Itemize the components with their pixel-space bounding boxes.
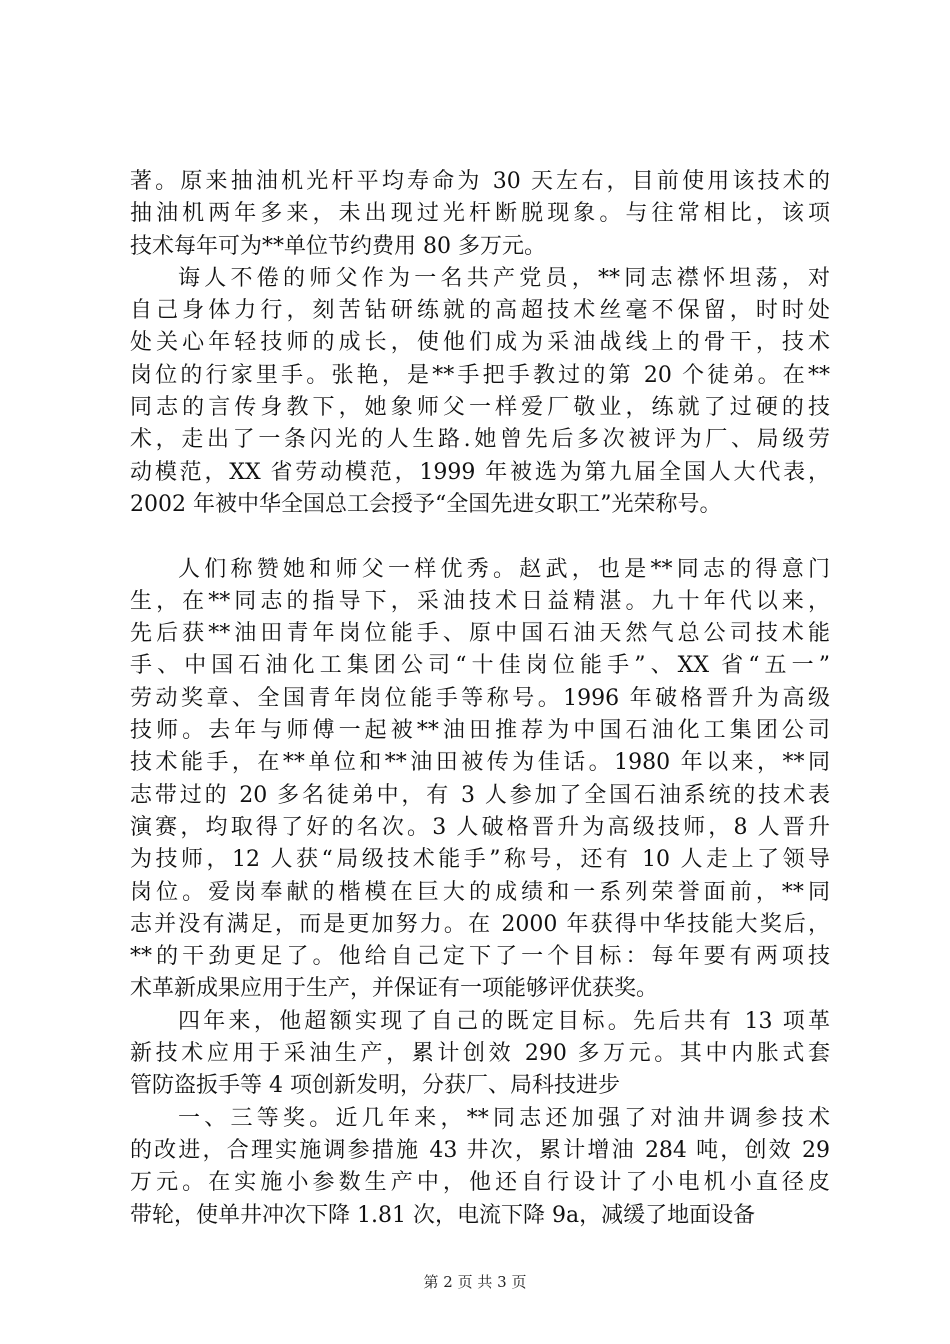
text-line: **的干劲更足了。他给自己定下了一个目标：每年要有两项技: [130, 944, 830, 970]
text-line: 演赛，均取得了好的名次。3 人破格晋升为高级技师，8 人晋升: [130, 814, 830, 840]
text-line: 处关心年轻技师的成长，使他们成为采油战线上的骨干，技术: [130, 330, 830, 356]
text-line: 四年来，他超额实现了自己的既定目标。先后共有 13 项革: [178, 1008, 830, 1034]
text-line: 带轮，使单井冲次下降 1.81 次，电流下降 9a，减缓了地面设备: [130, 1202, 756, 1228]
text-line: 先后获**油田青年岗位能手、原中国石油天然气总公司技术能: [130, 621, 830, 647]
text-line: 新技术应用于采油生产，累计创效 290 多万元。其中内胀式套: [130, 1041, 830, 1067]
text-line: 技师。去年与师傅一起被**油田推荐为中国石油化工集团公司: [130, 718, 830, 744]
text-line: 2002 年被中华全国总工会授予“全国先进女职工”光荣称号。: [130, 491, 722, 517]
text-line: 技术能手，在**单位和**油田被传为佳话。1980 年以来，**同: [130, 750, 830, 776]
paragraph-gap: [130, 521, 830, 553]
text-line: 的改进，合理实施调参措施 43 井次，累计增油 284 吨，创效 29: [130, 1137, 830, 1163]
text-line: 技术每年可为**单位节约费用 80 多万元。: [130, 233, 546, 259]
document-body: [130, 166, 830, 1232]
text-line: 生，在**同志的指导下，采油技术日益精湛。九十年代以来，: [130, 588, 830, 614]
text-line: 诲人不倦的师父作为一名共产党员，**同志襟怀坦荡，对: [178, 265, 830, 291]
text-line: 人们称赞她和师父一样优秀。赵武，也是**同志的得意门: [178, 556, 830, 582]
paragraph: [130, 263, 830, 521]
text-line: 同志的言传身教下，她象师父一样爱厂敬业，练就了过硬的技: [130, 395, 830, 421]
text-line: 为技师，12 人获“局级技术能手”称号，还有 10 人走上了领导: [130, 847, 830, 873]
text-line: 万元。在实施小参数生产中，他还自行设计了小电机小直径皮: [130, 1170, 830, 1196]
text-line: 岗位。爱岗奉献的楷模在巨大的成绩和一系列荣誉面前，**同: [130, 879, 830, 905]
text-line: 术革新成果应用于生产，并保证有一项能够评优获奖。: [130, 976, 659, 1002]
text-line: 岗位的行家里手。张艳，是**手把手教过的第 20 个徒弟。在**: [130, 362, 830, 388]
text-line: 抽油机两年多来，未出现过光杆断脱现象。与往常相比，该项: [130, 201, 830, 227]
page-footer: 第 2 页 共 3 页: [423, 1273, 527, 1291]
text-line: 自己身体力行，刻苦钻研练就的高超技术丝毫不保留，时时处: [130, 298, 830, 324]
text-line: 著。原来抽油机光杆平均寿命为 30 天左右，目前使用该技术的: [130, 169, 830, 194]
text-line: 一、三等奖。近几年来，**同志还加强了对油井调参技术: [178, 1105, 830, 1131]
paragraph: [130, 1103, 830, 1232]
paragraph: [130, 1006, 830, 1103]
text-line: 术，走出了一条闪光的人生路.她曾先后多次被评为厂、局级劳: [130, 427, 830, 453]
paragraph: [130, 166, 830, 263]
paragraph: [130, 554, 830, 1006]
text-line: 动模范，XX 省劳动模范，1999 年被选为第九届全国人大代表，: [130, 459, 830, 485]
text-line: 志并没有满足，而是更加努力。在 2000 年获得中华技能大奖后，: [130, 911, 830, 937]
text-line: 劳动奖章、全国青年岗位能手等称号。1996 年破格晋升为高级: [130, 685, 830, 711]
text-line: 管防盗扳手等 4 项创新发明，分获厂、局科技进步: [130, 1073, 620, 1099]
text-line: 志带过的 20 多名徒弟中，有 3 人参加了全国石油系统的技术表: [130, 782, 830, 808]
text-line: 手、中国石油化工集团公司“十佳岗位能手”、XX 省“五一”: [130, 653, 830, 679]
